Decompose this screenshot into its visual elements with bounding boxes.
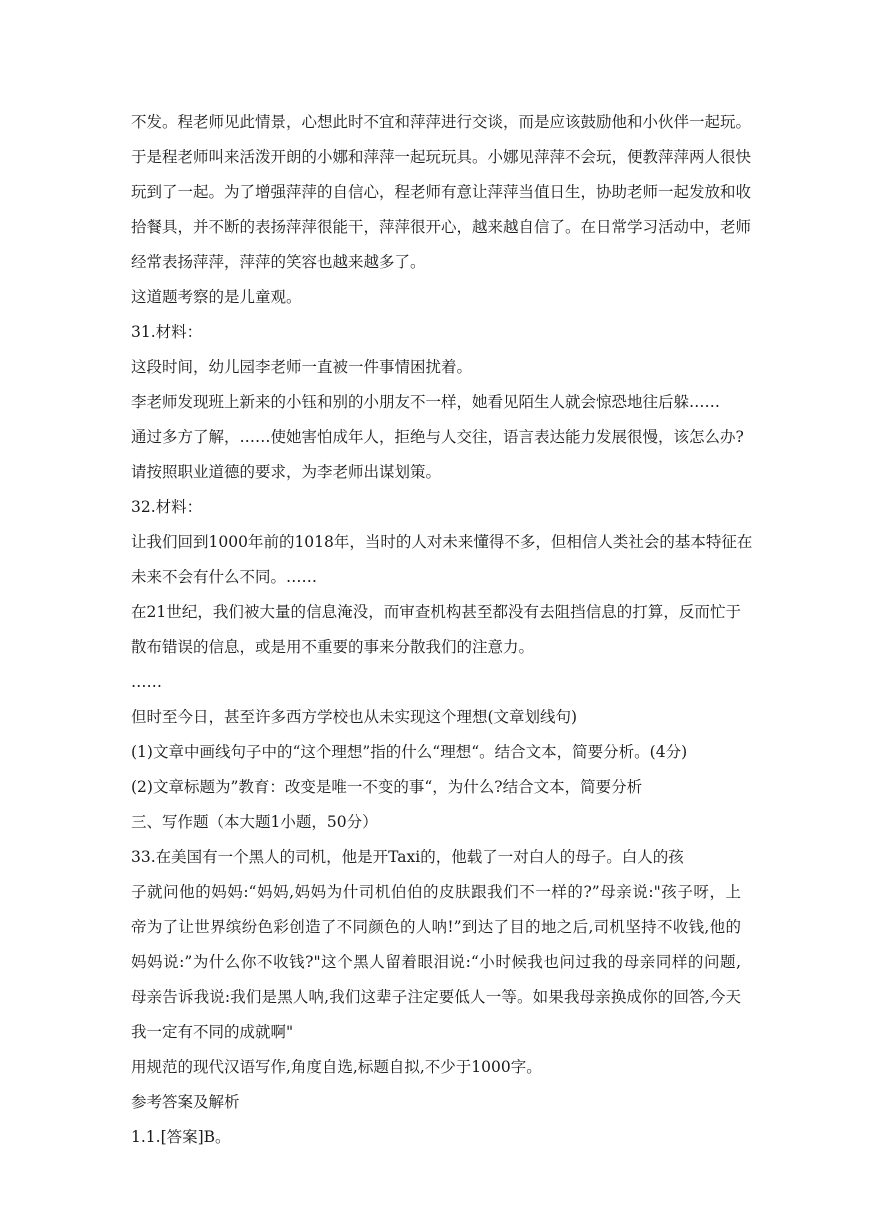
sub-question: (1)文章中画线句子中的“这个理想”指的什么“理想“。结合文本，简要分析。(4分) (131, 743, 688, 761)
paragraph-line: 在21世纪，我们被大量的信息淹没，而审查机构甚至都没有去阻挡信息的打算，反而忙于 (131, 603, 741, 621)
answer-line: 1.1.[答案]B。 (131, 1128, 231, 1146)
paragraph-line: 李老师发现班上新来的小钰和别的小朋友不一样，她看见陌生人就会惊恐地往后躲…… (131, 393, 721, 411)
paragraph-line: 通过多方了解，……使她害怕成年人，拒绝与人交往，语言表达能力发展很慢，该怎么办? (131, 428, 744, 446)
paragraph-line: 于是程老师叫来活泼开朗的小娜和萍萍一起玩玩具。小娜见萍萍不会玩，便教萍萍两人很快 (131, 148, 752, 166)
sub-question: (2)文章标题为”教育：改变是唯一不变的事“，为什么?结合文本，简要分析 (131, 778, 643, 796)
section-heading: 参考答案及解析 (131, 1093, 240, 1111)
paragraph-line: 用规范的现代汉语写作,角度自选,标题自拟,不少于1000字。 (131, 1058, 542, 1076)
paragraph-line: 母亲告诉我说:我们是黑人呐,我们这辈子注定要低人一等。如果我母亲换成你的回答,今天 (131, 988, 741, 1006)
paragraph-line: 玩到了一起。为了增强萍萍的自信心，程老师有意让萍萍当值日生，协助老师一起发放和收 (131, 183, 752, 201)
section-heading: 三、写作题（本大题1小题，50分） (131, 813, 378, 831)
paragraph-line: 散布错误的信息，或是用不重要的事来分散我们的注意力。 (131, 638, 535, 656)
paragraph-line: 这段时间，幼儿园李老师一直被一件事情困扰着。 (131, 358, 473, 376)
paragraph-line: 子就问他的妈妈:“妈妈,妈妈为什司机伯伯的皮肤跟我们不一样的?”母亲说:"孩子呀，上 (131, 883, 741, 901)
paragraph-line: 未来不会有什么不同。…… (131, 568, 318, 586)
paragraph-line: 请按照职业道德的要求，为李老师出谋划策。 (131, 463, 442, 481)
paragraph-line: 这道题考察的是儿童观。 (131, 288, 302, 306)
paragraph-line: 经常表扬萍萍，萍萍的笑容也越来越多了。 (131, 253, 426, 271)
question-number: 32.材料： (131, 498, 203, 516)
ellipsis-line: …… (131, 673, 162, 691)
paragraph-line: 33.在美国有一个黑人的司机，他是开Taxi的，他载了一对白人的母子。白人的孩 (131, 848, 684, 866)
paragraph-line: 拾餐具，并不断的表扬萍萍很能干，萍萍很开心，越来越自信了。在日常学习活动中，老师 (131, 218, 752, 236)
paragraph-line: 妈妈说:”为什么你不收钱?"这个黑人留着眼泪说:“小时候我也问过我的母亲同样的问题, (131, 953, 741, 971)
paragraph-line: 不发。程老师见此情景，心想此时不宜和萍萍进行交谈，而是应该鼓励他和小伙伴一起玩。 (131, 113, 752, 131)
paragraph-line: 帝为了让世界缤纷色彩创造了不同颜色的人呐!”到达了目的地之后,司机坚持不收钱,他的 (131, 918, 741, 936)
question-number: 31.材料： (131, 323, 203, 341)
paragraph-line: 但时至今日，甚至许多西方学校也从未实现这个理想(文章划线句) (131, 708, 578, 726)
paragraph-line: 我一定有不同的成就啊" (131, 1023, 294, 1041)
paragraph-line: 让我们回到1000年前的1018年，当时的人对未来懂得不多，但相信人类社会的基本特征在 (131, 533, 753, 551)
